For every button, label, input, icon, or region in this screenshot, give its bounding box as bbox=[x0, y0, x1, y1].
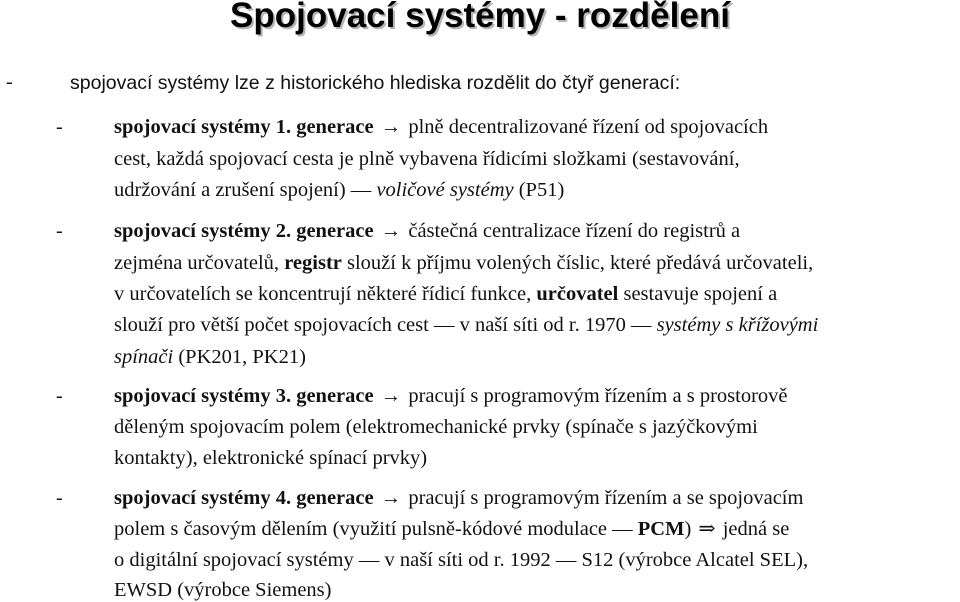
g1-line-2: cest, každá spojovací cesta je plně vybavena řídicími složkami (sestavování, bbox=[114, 148, 740, 170]
g2-line-2 bbox=[114, 251, 813, 275]
g4-text: jedná se bbox=[722, 518, 790, 540]
arrow-icon: → bbox=[380, 487, 402, 509]
g2-term: registr bbox=[284, 252, 342, 274]
g1-text: (P51) bbox=[518, 179, 565, 201]
g2-heading: spojovací systémy 2. generace bbox=[114, 220, 374, 242]
bullet-dash: - bbox=[56, 220, 63, 242]
g2-text: slouží k příjmu volených číslic, které předává určovateli, bbox=[347, 252, 814, 274]
g4-line-4: EWSD (výrobce Siemens) bbox=[114, 579, 332, 601]
g1-line-1 bbox=[114, 115, 768, 139]
g2-term: určovatel bbox=[536, 283, 619, 305]
g2-line-5 bbox=[114, 345, 306, 369]
g1-term: voličové systémy bbox=[376, 179, 514, 201]
g2-text: v určovatelích se koncentrují některé řídicí funkce, bbox=[114, 283, 532, 305]
arrow-icon: → bbox=[380, 116, 402, 138]
g2-term: systémy s křížovými bbox=[656, 314, 819, 336]
g1-text: plně decentralizované řízení od spojovacích bbox=[408, 116, 769, 138]
g3-line-2: děleným spojovacím polem (elektromechanické prvky (spínače s jazýčkovými bbox=[114, 416, 758, 438]
g2-text: sestavuje spojení a bbox=[623, 283, 778, 305]
g4-line-1 bbox=[114, 486, 803, 510]
g2-term: spínači bbox=[114, 346, 174, 368]
g4-line-3: o digitální spojovací systémy — v naší síti od r. 1992 — S12 (výrobce Alcatel SEL), bbox=[114, 549, 809, 571]
g4-term: PCM bbox=[637, 518, 685, 540]
g4-heading: spojovací systémy 4. generace bbox=[114, 487, 374, 509]
bullet-dash: - bbox=[56, 385, 63, 407]
g1-line-3 bbox=[114, 178, 564, 202]
intro-text: spojovací systémy lze z historického hlediska rozdělit do čtyř generací: bbox=[70, 72, 681, 94]
arrow-icon: → bbox=[380, 220, 402, 242]
g2-line-4 bbox=[114, 313, 818, 337]
g2-text: částečná centralizace řízení do registrů a bbox=[408, 220, 741, 242]
g1-heading: spojovací systémy 1. generace bbox=[114, 116, 374, 138]
page-title: Spojovací systémy - rozdělení bbox=[230, 0, 730, 35]
g2-text: (PK201, PK21) bbox=[178, 346, 306, 368]
g1-text: udržování a zrušení spojení) — bbox=[114, 179, 372, 201]
g4-text: pracují s programovým řízením a se spojovacím bbox=[408, 487, 804, 509]
g4-text: ) bbox=[684, 518, 692, 540]
bullet-dash: - bbox=[6, 71, 13, 93]
g3-heading: spojovací systémy 3. generace bbox=[114, 385, 374, 407]
g2-line-3 bbox=[114, 282, 777, 306]
g4-text: polem s časovým dělením (využití pulsně-kódové modulace — bbox=[114, 518, 633, 540]
g3-line-1 bbox=[114, 384, 788, 408]
implies-icon: ⇒ bbox=[698, 518, 716, 540]
g2-text: slouží pro větší počet spojovacích cest — v naší síti od r. 1970 — bbox=[114, 314, 652, 336]
bullet-dash: - bbox=[56, 116, 63, 138]
bullet-dash: - bbox=[56, 487, 63, 509]
g2-line-1 bbox=[114, 219, 740, 243]
g4-line-2 bbox=[114, 517, 789, 541]
arrow-icon: → bbox=[380, 385, 402, 407]
g3-line-3: kontakty), elektronické spínací prvky) bbox=[114, 447, 428, 469]
g2-text: zejména určovatelů, bbox=[114, 252, 280, 274]
g3-text: pracují s programovým řízením a s prostorově bbox=[408, 385, 788, 407]
